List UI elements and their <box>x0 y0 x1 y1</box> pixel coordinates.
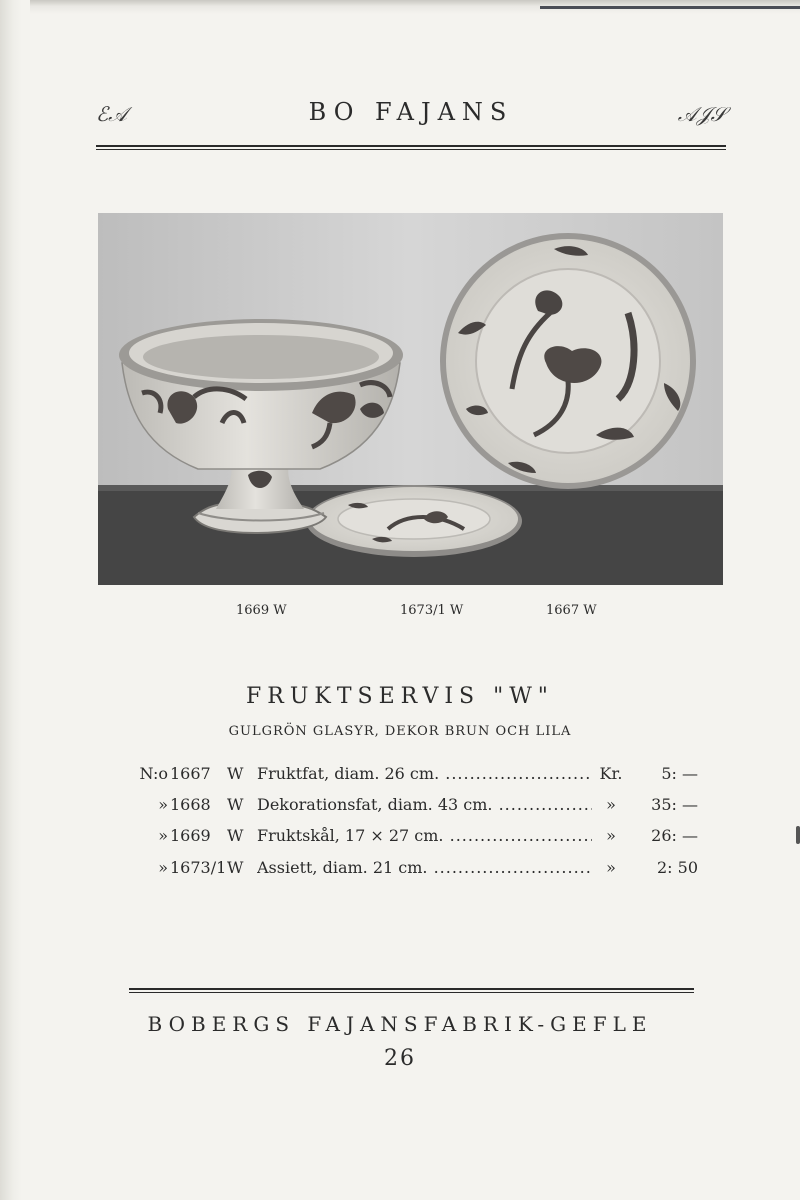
item-variant: W <box>227 795 244 814</box>
item-currency: » <box>606 795 616 814</box>
item-prefix: » <box>158 795 168 814</box>
item-currency: Kr. <box>599 764 623 783</box>
item-price: 2: 50 <box>656 858 698 877</box>
section-subtitle: GULGRÖN GLASYR, DEKOR BRUN OCH LILA <box>228 724 572 739</box>
fruit-service-image <box>98 213 723 585</box>
caption-1669: 1669 W <box>236 603 287 618</box>
photo-captions <box>0 603 800 623</box>
item-number: 1667 <box>170 764 211 783</box>
caption-1667: 1667 W <box>546 603 597 618</box>
page-number: 26 <box>384 1046 416 1071</box>
item-description: Fruktskål, 17 × 27 cm. ..... <box>257 826 592 845</box>
price-row <box>0 858 800 882</box>
small-plate <box>306 485 522 557</box>
price-row <box>0 826 800 850</box>
header-rule <box>96 145 726 150</box>
product-photo <box>98 213 723 585</box>
section-title: FRUKTSERVIS "W" <box>246 684 554 709</box>
item-number: 1668 <box>170 795 211 814</box>
item-number: 1669 <box>170 826 211 845</box>
item-prefix: » <box>158 826 168 845</box>
item-prefix: N:o <box>139 764 168 783</box>
page-header <box>96 96 726 136</box>
binding-mark <box>796 826 800 844</box>
caption-1673-1: 1673/1 W <box>400 603 464 618</box>
item-variant: W <box>227 858 244 877</box>
item-price: 26: — <box>651 826 698 845</box>
item-currency: » <box>606 826 616 845</box>
page-top-shadow <box>540 6 800 9</box>
footer-rule <box>129 988 694 993</box>
footer-company: BOBERGS FAJANSFABRIK-GEFLE <box>147 1012 653 1036</box>
item-currency: » <box>606 858 616 877</box>
item-description: Dekorationsfat, diam. 43 cm. ..... <box>257 795 592 814</box>
left-monogram-logo: ℰ𝒜 <box>96 102 128 126</box>
brand-title: BO FAJANS <box>308 98 514 126</box>
item-prefix: » <box>158 858 168 877</box>
item-number: 1673/1 <box>170 858 227 877</box>
item-description: Assiett, diam. 21 cm. ..... <box>257 858 592 877</box>
price-row <box>0 764 800 788</box>
page-top-edge <box>30 0 800 14</box>
item-price: 5: — <box>661 764 698 783</box>
item-description: Fruktfat, diam. 26 cm. ..... <box>257 764 592 783</box>
item-variant: W <box>227 826 244 845</box>
item-variant: W <box>227 764 244 783</box>
price-row <box>0 795 800 819</box>
item-price: 35: — <box>651 795 698 814</box>
right-monogram-logo: 𝒜𝒥𝒮 <box>677 102 726 126</box>
